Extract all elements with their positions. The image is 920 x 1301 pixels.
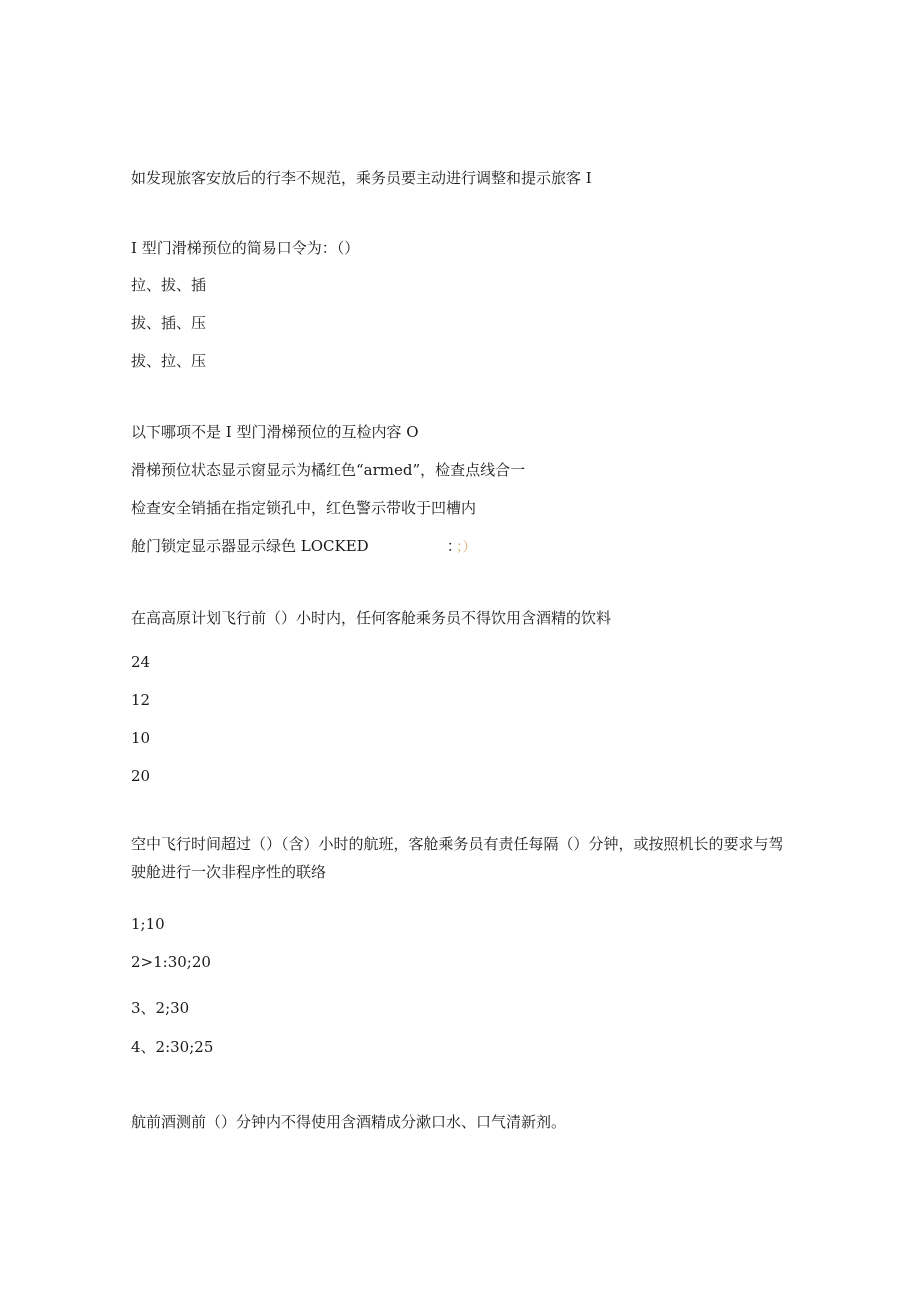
question-4-text: 在高高原计划飞行前（）小时内，任何客舱乘务员不得饮用含酒精的饮料 (131, 609, 612, 627)
faint-mark: ；） (456, 540, 476, 555)
question-3-option: 舱门锁定显示器显示绿色 LOCKED (131, 537, 369, 555)
question-4-option: 24 (131, 653, 151, 671)
question-4-option: 12 (131, 691, 151, 709)
question-2-text: I 型门滑梯预位的简易口令为：（） (131, 239, 360, 257)
question-5-option: 4、2:30;25 (131, 1038, 214, 1056)
question-3-option: 滑梯预位状态显示窗显示为橘红色“armed”，检查点线合一 (131, 461, 526, 479)
question-6-text: 航前酒测前（）分钟内不得使用含酒精成分漱口水、口气清新剂。 (131, 1113, 567, 1131)
question-5-option: 3、2;30 (131, 999, 190, 1017)
question-5-option: 2>1:30;20 (131, 953, 211, 971)
question-2-option: 拉、拔、插 (131, 276, 207, 294)
question-3-text: 以下哪项不是 I 型门滑梯预位的互检内容 O (131, 423, 419, 441)
question-3-option: 检查安全销插在指定锁孔中，红色警示带收于凹槽内 (131, 499, 477, 517)
question-2-option: 拔、插、压 (131, 314, 207, 332)
question-1-text: 如发现旅客安放后的行李不规范，乘务员要主动进行调整和提示旅客 I (131, 169, 592, 187)
trailing-mark: ： (446, 537, 455, 555)
question-2-option: 拔、拉、压 (131, 352, 207, 370)
question-5-text: 空中飞行时间超过（）（含）小时的航班，客舱乘务员有责任每隔（）分钟，或按照机长的要求与驾驶舱进行一次非程序性的联络 (131, 835, 784, 881)
question-4-option: 10 (131, 729, 151, 747)
question-3-option-row (131, 536, 476, 558)
question-5-option: 1;10 (131, 915, 165, 933)
question-4-option: 20 (131, 767, 151, 785)
